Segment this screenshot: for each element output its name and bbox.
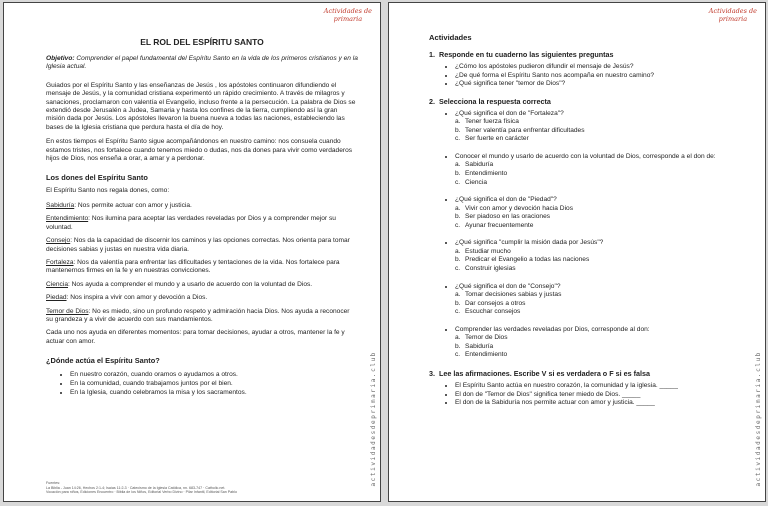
option-letter: c. (455, 308, 461, 316)
brand-logo (709, 7, 757, 23)
answer-option[interactable] (455, 118, 743, 127)
option-letter: b. (455, 126, 461, 134)
option-text: Tener valentía para enfrentar dificultades (465, 126, 585, 134)
section-title-text: Selecciona la respuesta correcta (439, 96, 551, 106)
options-list (455, 118, 743, 144)
list-item: • En la comunidad, cuando trabajamos juntos por el bien. (70, 379, 358, 388)
gift-item (46, 281, 358, 289)
gift-name: Entendimiento (46, 215, 89, 223)
answer-option[interactable] (455, 205, 743, 214)
option-text: Construir iglesias (465, 264, 516, 272)
answer-option[interactable] (455, 256, 743, 265)
choice-question (455, 153, 743, 187)
gift-description: : Nos permite actuar con amor y justicia. (74, 201, 192, 209)
source-line: Fuentes: (46, 481, 60, 486)
question-item: • ¿Qué significa tener "temor de Dios"? (455, 80, 743, 89)
source-line: Vocación para niños, Ediciones Encuentro · Biblia de los Niños, Editorial Verbo Divino · Pilar Infantil, Editorial San Pablo (46, 490, 237, 495)
answer-option[interactable] (455, 248, 743, 257)
gift-name: Ciencia (46, 280, 68, 288)
option-letter: b. (455, 299, 461, 307)
true-false-item: • El don de "Temor de Dios" significa tener miedo de Dios. _____ (455, 391, 743, 400)
option-text: Escuchar consejos (465, 308, 521, 316)
question-item: • ¿Cómo los apóstoles pudieron difundir el mensaje de Jesús? (455, 63, 743, 72)
gift-name: Piedad (46, 294, 67, 302)
section-heading: ¿Dónde actúa el Espíritu Santo? (46, 356, 160, 366)
option-text: Estudiar mucho (465, 247, 511, 255)
question-text: • Conocer el mundo y usarlo de acuerdo con la voluntad de Dios, corresponde a el don de: (455, 152, 716, 160)
option-letter: a. (455, 161, 461, 169)
option-text: Predicar el Evangelio a todas las naciones (465, 256, 590, 264)
option-text: Entendimiento (465, 351, 508, 359)
sources (46, 481, 358, 495)
answer-option[interactable] (455, 291, 743, 300)
answer-option[interactable] (455, 222, 743, 231)
worksheet-page-right (388, 2, 766, 502)
option-text: Ciencia (465, 178, 487, 186)
gift-item (46, 294, 358, 302)
gift-description: : Nos da la capacidad de discernir los caminos y las opciones correctas. Nos orienta para tomar decisiones sabias y justas en nuestra vida diaria. (46, 237, 350, 253)
option-text: Tener fuerza física (465, 118, 519, 126)
option-letter: c. (455, 264, 461, 272)
source-line: La Biblia - Juan 14:26, Hechos 2:1-4; Isaías 11:2-3 · Catecismo de la Iglesia Católica, nn. 683-747 · Catholic.net. (46, 485, 226, 490)
option-letter: b. (455, 213, 461, 221)
gifts-intro: El Espíritu Santo nos regala dones, como: (46, 187, 170, 195)
option-text: Ser fuerte en carácter (465, 135, 529, 143)
list-item: • En la Iglesia, cuando celebramos la misa y los sacramentos. (70, 388, 358, 397)
gift-name: Consejo (46, 237, 71, 245)
options-list (455, 248, 743, 274)
option-letter: c. (455, 135, 461, 143)
option-letter: a. (455, 118, 461, 126)
options-list (455, 291, 743, 317)
gift-item (46, 259, 358, 276)
objective-text: Comprender el papel fundamental del Espíritu Santo en la vida de los primeros cristianos y en la Iglesia actual. (46, 55, 358, 71)
multiple-choice-list (429, 110, 743, 360)
true-false-item: • El don de la Sabiduría nos permite actuar con amor y justicia. _____ (455, 399, 743, 408)
objective (46, 55, 358, 72)
option-letter: c. (455, 351, 461, 359)
answer-option[interactable] (455, 265, 743, 274)
gifts-outro: Cada uno nos ayuda en diferentes momentos: para tomar decisiones, ayudar a otros, mantener la fe y actuar con amor. (46, 329, 345, 345)
gift-item (46, 308, 358, 325)
choice-question (455, 196, 743, 230)
gift-name: Fortaleza (46, 258, 74, 266)
activities-content (429, 29, 743, 412)
worksheet-page-left (3, 2, 381, 502)
answer-option[interactable] (455, 343, 743, 352)
gift-description: : Nos ayuda a comprender el mundo y a usarlo de acuerdo con la voluntad de Dios. (68, 280, 313, 288)
gift-description: : Nos da valentía para enfrentar las dificultades y tentaciones de la vida. Nos fortalece para mantenernos firmes en la fe y en nuestras convicciones. (46, 258, 340, 275)
option-text: Temor de Dios (465, 334, 508, 342)
true-false-item: • El Espíritu Santo actúa en nuestro corazón, la comunidad y la iglesia. _____ (455, 382, 743, 391)
true-false-list (429, 382, 743, 408)
open-questions-list (429, 63, 743, 89)
option-letter: a. (455, 290, 461, 298)
option-letter: c. (455, 221, 461, 229)
options-list (455, 205, 743, 231)
brand-line: Actividades de (708, 7, 757, 15)
paragraph: Guiados por el Espíritu Santo y las enseñanzas de Jesús , los apóstoles continuaron difundiendo el mensaje de Jesús, y la comunidad cristiana experimentó un rápido crecimiento. A través de milagros y sanaciones, proclamaron con valentía el Evangelio, incluso frente a la persecución. La palabra de Dios se extendió desde Jerusalén a Judea, Samaria y hasta los confines de la tierra, cumpliendo así la gran misión dada por Jesús. Los apóstoles llevaron la buena nueva a todas las naciones, estableciendo las bases de la Iglesia cristiana que perdura hasta el día de hoy. (46, 81, 356, 131)
answer-option[interactable] (455, 179, 743, 188)
answer-option[interactable] (455, 334, 743, 343)
answer-option[interactable] (455, 300, 743, 309)
answer-option[interactable] (455, 170, 743, 179)
gift-item (46, 202, 358, 210)
answer-option[interactable] (455, 308, 743, 317)
gift-item (46, 215, 358, 232)
gift-description: : Nos inspira a vivir con amor y devoción a Dios. (66, 294, 208, 302)
option-letter: a. (455, 204, 461, 212)
page-title: EL ROL DEL ESPÍRITU SANTO (140, 37, 264, 47)
options-list (455, 334, 743, 360)
reading-content (46, 29, 358, 401)
choice-question (455, 110, 743, 144)
answer-option[interactable] (455, 127, 743, 136)
section-heading: Los dones del Espíritu Santo (46, 173, 148, 183)
choice-question (455, 283, 743, 317)
answer-option[interactable] (455, 161, 743, 170)
brand-line: primaria (718, 15, 748, 23)
list-item: • En nuestro corazón, cuando oramos o ayudamos a otros. (70, 370, 358, 379)
gift-name: Temor de Dios (46, 307, 89, 315)
option-letter: b. (455, 256, 461, 264)
side-watermark: actividadesdeprimaria.club (755, 351, 762, 487)
question-text: • ¿Qué significa el don de "Piedad"? (455, 196, 557, 204)
option-text: Entendimiento (465, 169, 508, 177)
option-text: Tomar decisiones sabias y justas (465, 290, 562, 298)
brand-logo (324, 7, 372, 23)
paragraph: En estos tiempos el Espíritu Santo sigue acompañándonos en nuestro camino: nos consuela cuando estamos tristes, nos fortalece cuando tenemos miedo o dudas, nos da dones para vivir como verdaderos hijos de Dios, nos enseña a orar, a amar y a perdonar. (46, 138, 353, 163)
section-number: 3. (429, 368, 435, 378)
question-text: • ¿Qué significa el don de "Consejo"? (455, 282, 561, 290)
option-text: Sabiduría (465, 342, 494, 350)
gift-item (46, 237, 358, 254)
section-title-text: Lee las afirmaciones. Escribe V si es verdadera o F si es falsa (439, 368, 650, 378)
section-title (429, 369, 743, 378)
option-letter: c. (455, 178, 461, 186)
question-text: • ¿Qué significa el don de "Fortaleza"? (455, 109, 564, 117)
section-title (429, 97, 743, 106)
section-title (429, 50, 743, 59)
option-letter: a. (455, 247, 461, 255)
activities-title: Actividades (429, 33, 472, 42)
options-list (455, 161, 743, 187)
answer-option[interactable] (455, 351, 743, 360)
gift-name: Sabiduría (46, 201, 75, 209)
option-letter: b. (455, 342, 461, 350)
section-title-text: Responde en tu cuaderno las siguientes preguntas (439, 50, 614, 59)
choice-question (455, 239, 743, 273)
side-watermark: actividadesdeprimaria.club (370, 351, 377, 487)
objective-label: Objetivo: (46, 55, 75, 62)
choice-question (455, 326, 743, 360)
gifts-list (46, 202, 358, 324)
brand-line: Actividades de (323, 7, 372, 15)
option-text: Vivir con amor y devoción hacia Dios (465, 204, 573, 212)
brand-line: primaria (333, 15, 363, 23)
gift-description: : No es miedo, sino un profundo respeto y admiración hacia Dios. Nos ayuda a reconocer su grandeza y a vivir de acuerdo con sus mandamientos. (46, 307, 350, 323)
option-letter: b. (455, 169, 461, 177)
where-list (46, 370, 358, 397)
question-text: • ¿Qué significa "cumplir la misión dada por Jesús"? (455, 239, 604, 247)
section-number: 2. (429, 96, 435, 106)
section-number: 1. (429, 50, 435, 59)
gift-description: : Nos ilumina para aceptar las verdades reveladas por Dios y a comprender mejor su voluntad. (46, 215, 336, 231)
option-letter: a. (455, 334, 461, 342)
option-text: Sabiduría (465, 161, 494, 169)
option-text: Dar consejos a otros (465, 299, 526, 307)
question-text: • Comprender las verdades reveladas por Dios, corresponde al don: (455, 325, 650, 333)
question-item: • ¿De qué forma el Espíritu Santo nos acompaña en nuestro camino? (455, 72, 743, 81)
option-text: Ser piadoso en las oraciones (465, 213, 551, 221)
option-text: Ayunar frecuentemente (465, 221, 534, 229)
answer-option[interactable] (455, 135, 743, 144)
answer-option[interactable] (455, 213, 743, 222)
